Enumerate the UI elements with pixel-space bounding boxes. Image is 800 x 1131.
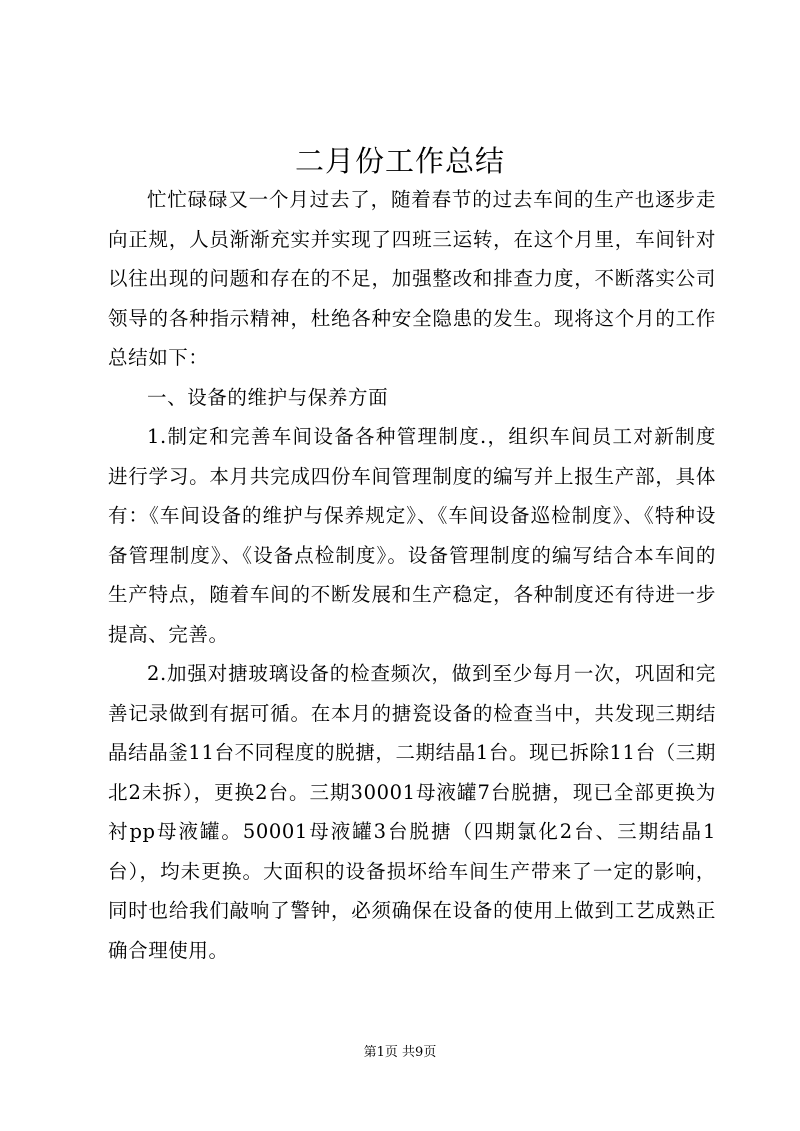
document-body bbox=[108, 180, 716, 970]
page-footer: 第1页 共9页 bbox=[363, 1045, 437, 1060]
section-item-2: 2.加强对搪玻璃设备的检查频次，做到至少每月一次，巩固和完善记录做到有据可循。在本月的搪瓷设备的检查当中，共发现三期结晶结晶釜11台不同程度的脱搪，二期结晶1台。现已拆除11台（三期北2未拆），更换2台。三期30001母液罐7台脱搪，现已全部更换为衬pp母液罐。50001母液罐3台脱搪（四期氯化2台、三期结晶1台），均未更换。大面积的设备损坏给车间生产带来了一定的影响，同时也给我们敲响了警钟，必须确保在设备的使用上做到工艺成熟正确合理使用。 bbox=[108, 662, 716, 962]
section-heading-equipment: 一、设备的维护与保养方面 bbox=[147, 385, 389, 409]
page-title: 二月份工作总结 bbox=[294, 144, 505, 178]
intro-paragraph: 忙忙碌碌又一个月过去了，随着春节的过去车间的生产也逐步走向正规，人员渐渐充实并实现了四班三运转，在这个月里，车间针对以往出现的问题和存在的不足，加强整改和排查力度，不断落实公司领导的各种指示精神，杜绝各种安全隐患的发生。现将这个月的工作总结如下： bbox=[108, 188, 716, 369]
section-item-1: 1.制定和完善车间设备各种管理制度.，组织车间员工对新制度进行学习。本月共完成四份车间管理制度的编写并上报生产部，具体有：《车间设备的维护与保养规定》、《车间设备巡检制度》、《特种设备管理制度》、《设备点检制度》。设备管理制度的编写结合本车间的生产特点，随着车间的不断发展和生产稳定，各种制度还有待进一步提高、完善。 bbox=[108, 425, 716, 646]
